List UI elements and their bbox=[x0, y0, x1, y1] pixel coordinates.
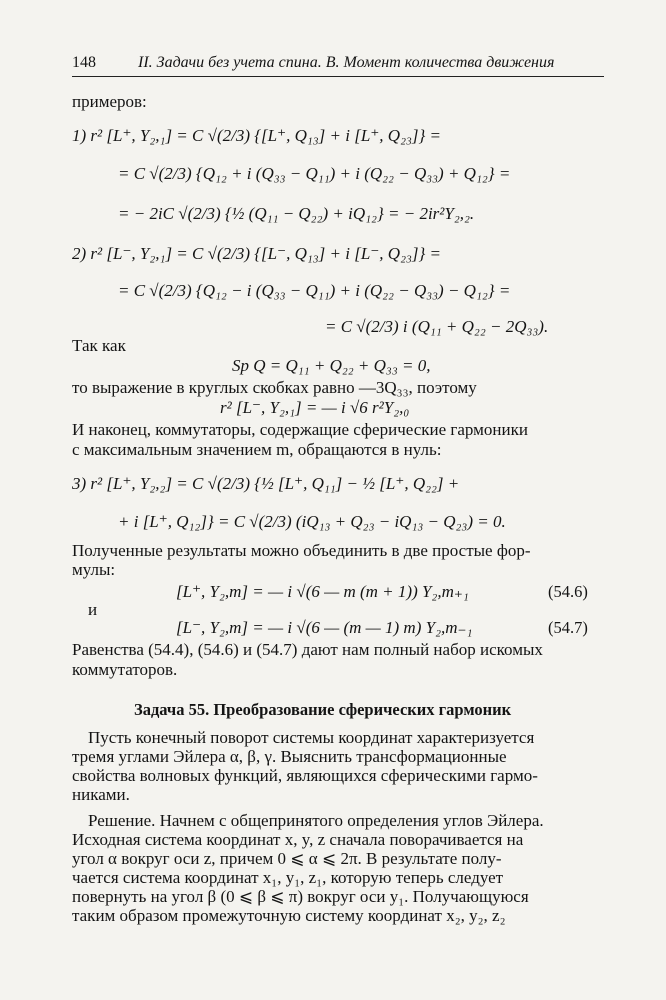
equation-line: r² [L⁻, Y₂,₁] = — i √6 r²Y₂,₀ bbox=[220, 398, 410, 417]
page-number: 148 bbox=[72, 54, 96, 71]
equation-line: 2) r² [L⁻, Y₂,₁] = C √(2/3) {[L⁻, Q₁₃] + i [L⁻, Q₂₃]} = bbox=[72, 244, 442, 263]
equation-line: 1) r² [L⁺, Y₂,₁] = C √(2/3) {[L⁺, Q₁₃] + i [L⁺, Q₂₃]} = bbox=[72, 126, 442, 145]
equation-line: = − 2iC √(2/3) {½ (Q₁₁ − Q₂₂) + iQ₁₂} = − 2ir²Y₂,₂. bbox=[118, 204, 475, 223]
equation-line: + i [L⁺, Q₁₂]} = C √(2/3) (iQ₁₃ + Q₂₃ − iQ₁₃ − Q₂₃) = 0. bbox=[118, 512, 506, 531]
text-line: примеров: bbox=[72, 92, 147, 111]
text-line: с максимальным значением m, обращаются в нуль: bbox=[72, 440, 442, 459]
text-line: и bbox=[88, 600, 98, 619]
equation-line: = C √(2/3) i (Q₁₁ + Q₂₂ − 2Q₃₃). bbox=[325, 317, 549, 336]
formula-54-6: [L⁺, Y₂,m] = — i √(6 — m (m + 1)) Y₂,m₊₁ bbox=[176, 582, 469, 601]
text-line: то выражение в круглых скобках равно —3Q₃₃, поэтому bbox=[72, 378, 477, 397]
text-line: никами. bbox=[72, 785, 130, 804]
text-line: свойства волновых функций, являющихся сферическими гармо- bbox=[72, 766, 538, 785]
equation-line: = C √(2/3) {Q₁₂ + i (Q₃₃ − Q₁₁) + i (Q₂₂ − Q₃₃) + Q₁₂} = bbox=[118, 164, 511, 183]
page-header bbox=[72, 50, 604, 77]
text-line: Полученные результаты можно объединить в две простые фор- bbox=[72, 541, 531, 560]
equation-line: Sp Q = Q₁₁ + Q₂₂ + Q₃₃ = 0, bbox=[232, 356, 431, 375]
text-line: мулы: bbox=[72, 560, 116, 579]
text-line: повернуть на угол β (0 ⩽ β ⩽ π) вокруг оси y₁. Получающуюся bbox=[72, 887, 529, 906]
text-line: И наконец, коммутаторы, содержащие сферические гармоники bbox=[72, 420, 528, 439]
running-title: II. Задачи без учета спина. В. Момент количества движения bbox=[138, 54, 555, 71]
section-heading: Задача 55. Преобразование сферических гармоник bbox=[134, 700, 512, 719]
text-line: чается система координат x₁, y₁, z₁, которую теперь следует bbox=[72, 868, 504, 887]
equation-number: (54.6) bbox=[548, 582, 588, 601]
text-line: Пусть конечный поворот системы координат характеризуется bbox=[88, 728, 535, 747]
text-line: Исходная система координат x, y, z сначала поворачивается на bbox=[72, 830, 524, 849]
text-line: Равенства (54.4), (54.6) и (54.7) дают нам полный набор искомых bbox=[72, 640, 543, 659]
text-line: таким образом промежуточную систему координат x₂, y₂, z₂ bbox=[72, 906, 506, 925]
text-line: тремя углами Эйлера α, β, γ. Выяснить трансформационные bbox=[72, 747, 507, 766]
formula-54-7: [L⁻, Y₂,m] = — i √(6 — (m — 1) m) Y₂,m₋₁ bbox=[176, 618, 473, 637]
text-line: Так как bbox=[72, 336, 126, 355]
equation-line: 3) r² [L⁺, Y₂,₂] = C √(2/3) {½ [L⁺, Q₁₁] − ½ [L⁺, Q₂₂] + bbox=[72, 474, 460, 493]
text-line: коммутаторов. bbox=[72, 660, 178, 679]
text-line: угол α вокруг оси z, причем 0 ⩽ α ⩽ 2π. В результате полу- bbox=[72, 849, 502, 868]
text-line: Решение. Начнем с общепринятого определения углов Эйлера. bbox=[88, 811, 544, 830]
equation-line: = C √(2/3) {Q₁₂ − i (Q₃₃ − Q₁₁) + i (Q₂₂ − Q₃₃) − Q₁₂} = bbox=[118, 281, 511, 300]
equation-number: (54.7) bbox=[548, 618, 588, 637]
